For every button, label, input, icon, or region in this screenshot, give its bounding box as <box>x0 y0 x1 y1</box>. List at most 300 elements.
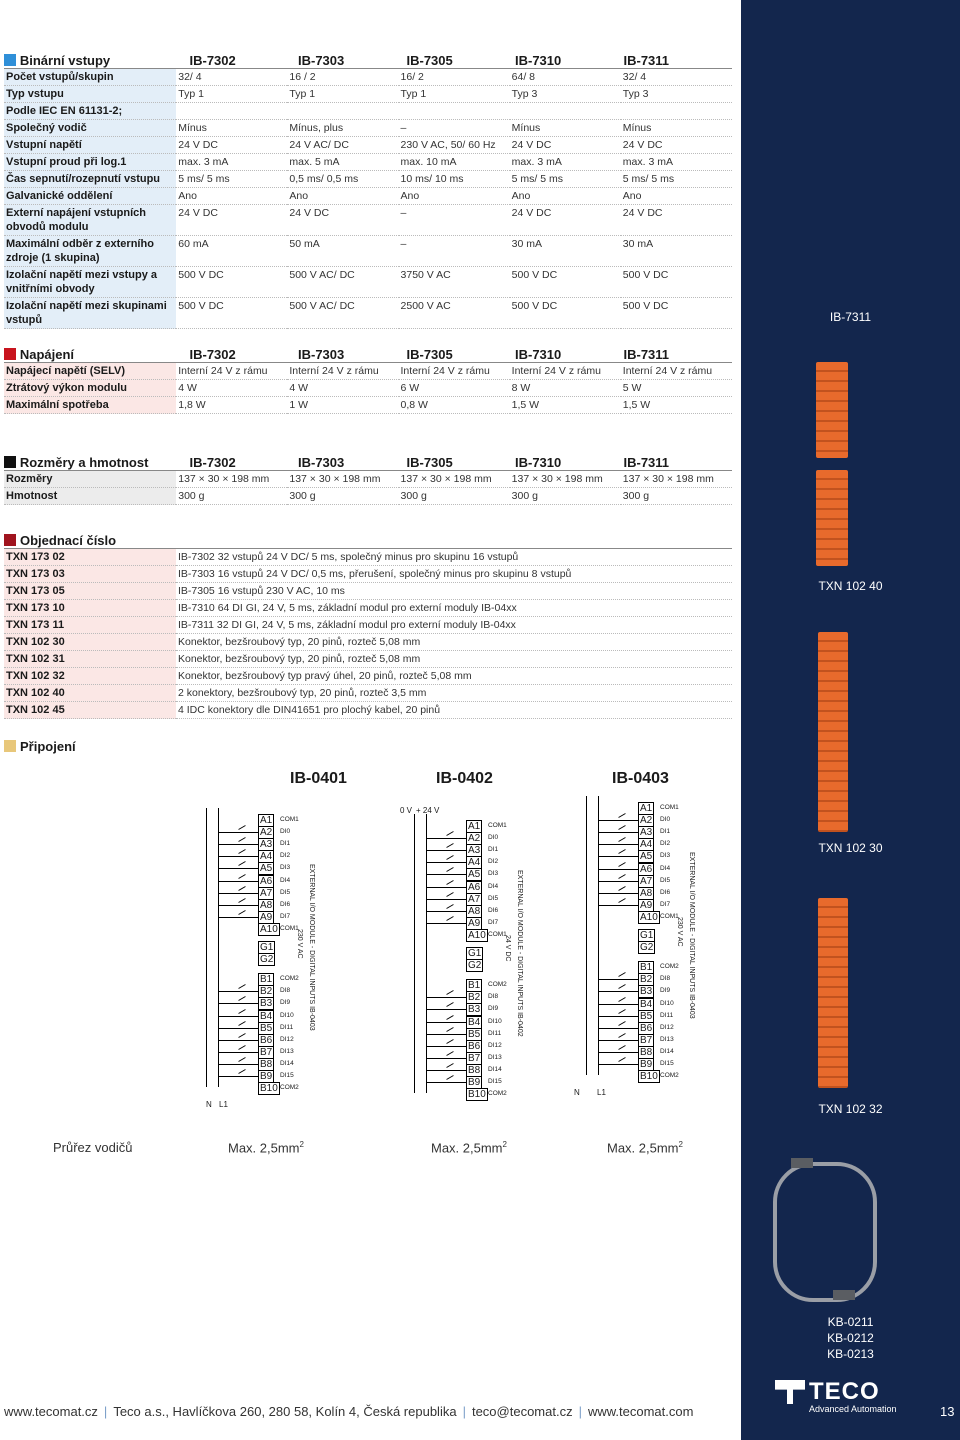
spec-value: 6 W <box>399 380 510 397</box>
spec-value: 5 W <box>621 380 732 397</box>
terminal-label: B7 <box>260 1046 273 1058</box>
switch-icon <box>618 813 625 818</box>
neutral-label: N <box>574 1088 580 1097</box>
wire-line <box>426 1022 466 1023</box>
terminal-label: A5 <box>260 863 273 875</box>
spec-value: 24 V DC <box>176 137 287 154</box>
order-table <box>4 549 732 719</box>
spec-value: 500 V DC <box>510 267 621 298</box>
dims-table <box>4 471 732 505</box>
spec-value: Mínus <box>621 120 732 137</box>
spec-value: max. 10 mA <box>399 154 510 171</box>
switch-icon <box>238 984 245 989</box>
switch-icon <box>618 1033 625 1038</box>
signal-label: DI9 <box>660 987 671 995</box>
ground-label: G2 <box>640 942 654 954</box>
ground-label: G1 <box>260 942 274 953</box>
spec-value: 500 V DC <box>621 267 732 298</box>
terminal-label: B3 <box>640 986 653 998</box>
spec-value: Interní 24 V z rámu <box>287 363 398 380</box>
signal-label: DI2 <box>280 852 291 860</box>
signal-label: COM2 <box>488 981 507 989</box>
spec-value: 5 ms/ 5 ms <box>621 171 732 188</box>
model-heading: IB-7310 <box>515 52 562 68</box>
wire-line <box>218 1052 258 1053</box>
terminal-label: A5 <box>468 869 481 881</box>
section-title: Rozměry a hmotnost <box>19 454 149 470</box>
terminal-label: B5 <box>260 1022 273 1034</box>
order-description: Konektor, bezšroubový typ, 20 pinů, rozteč 5,08 mm <box>176 634 732 651</box>
terminal-label: A2 <box>468 833 481 845</box>
terminal-label: B8 <box>640 1046 653 1058</box>
terminal-label: A7 <box>468 893 481 905</box>
terminal-label: B3 <box>468 1004 481 1016</box>
switch-icon <box>446 1027 453 1032</box>
signal-label: COM1 <box>488 930 507 938</box>
spec-label: Napájecí napětí (SELV) <box>4 363 176 380</box>
terminal-label: B6 <box>260 1034 273 1046</box>
diagram-title-2: IB-0402 <box>436 770 493 787</box>
signal-label: DI9 <box>280 999 291 1007</box>
terminal-label: A7 <box>640 875 653 887</box>
order-code: TXN 102 30 <box>4 634 176 651</box>
spec-label: Vstupní napětí <box>4 137 176 154</box>
wire-line <box>598 1064 638 1065</box>
spec-value: 1,5 W <box>510 397 621 414</box>
wire-line <box>598 905 638 906</box>
voltage-label: 0 V <box>400 806 413 815</box>
signal-label: DI10 <box>660 999 674 1007</box>
terminal-label: A7 <box>260 887 273 899</box>
footer-link[interactable]: www.tecomat.com <box>587 1404 694 1419</box>
footer-link[interactable]: www.tecomat.cz <box>4 1404 98 1419</box>
wire-line <box>598 893 638 894</box>
kb-caption-3: KB-0213 <box>827 1347 874 1361</box>
footer: www.tecomat.cz | Teco a.s., Havlíčkova 260, 280 58, Kolín 4, Česká republika | teco@tecomat.cz | www.tecomat.com <box>4 1404 694 1419</box>
signal-label: DI2 <box>488 858 499 866</box>
signal-label: DI2 <box>660 840 671 848</box>
signal-label: DI9 <box>488 1005 499 1013</box>
switch-icon <box>238 1057 245 1062</box>
terminal-label: B10 <box>640 1071 658 1083</box>
phase-label: L1 <box>597 1088 606 1097</box>
model-heading: IB-7303 <box>298 346 345 362</box>
order-description: IB-7310 64 DI GI, 24 V, 5 ms, základní modul pro externí moduly IB-04xx <box>176 600 732 617</box>
wire-line <box>218 893 258 894</box>
kb-caption-2: KB-0212 <box>827 1331 874 1345</box>
switch-icon <box>238 910 245 915</box>
spec-label: Ztrátový výkon modulu <box>4 380 176 397</box>
module-vertical-label: EXTERNAL I/O MODULE - DIGITAL INPUTS IB-0403 <box>688 852 695 1019</box>
wire-line <box>218 1003 258 1004</box>
model-heading: IB-7305 <box>406 346 453 362</box>
terminal-label: B9 <box>260 1071 273 1082</box>
cable-image <box>773 1162 877 1302</box>
switch-icon <box>618 862 625 867</box>
switch-icon <box>618 849 625 854</box>
voltage-vertical-label: 230 V AC <box>676 917 683 947</box>
terminal-label: A6 <box>260 875 273 887</box>
section-marker-icon <box>4 348 16 360</box>
switch-icon <box>446 916 453 921</box>
spec-row <box>4 298 732 329</box>
spec-row <box>4 363 732 380</box>
signal-label: DI8 <box>488 993 499 1001</box>
signal-label: DI12 <box>660 1023 674 1031</box>
switch-icon <box>618 1057 625 1062</box>
wire-line <box>598 844 638 845</box>
switch-icon <box>238 1009 245 1014</box>
wire-line <box>218 905 258 906</box>
signal-label: DI0 <box>488 834 499 842</box>
switch-icon <box>446 892 453 897</box>
inputs-header <box>4 52 732 69</box>
signal-label: DI4 <box>488 882 499 890</box>
footer-email[interactable]: teco@tecomat.cz <box>471 1404 573 1419</box>
spec-value: – <box>399 205 510 236</box>
wire-line <box>598 869 638 870</box>
signal-label: DI13 <box>488 1053 502 1061</box>
wire-line <box>426 1058 466 1059</box>
wire-line <box>426 838 466 839</box>
switch-icon <box>238 1033 245 1038</box>
spec-value: 500 V DC <box>510 298 621 329</box>
wire-line <box>218 844 258 845</box>
spec-row <box>4 205 732 236</box>
switch-icon <box>446 904 453 909</box>
model-heading: IB-7302 <box>189 454 236 470</box>
terminal-label: A8 <box>640 887 653 899</box>
spec-value: 500 V DC <box>176 267 287 298</box>
signal-label: DI8 <box>280 987 291 995</box>
wire-line <box>426 1034 466 1035</box>
signal-label: COM1 <box>488 822 507 829</box>
signal-label: COM2 <box>488 1090 507 1098</box>
spec-value: 5 ms/ 5 ms <box>510 171 621 188</box>
signal-label: DI11 <box>488 1029 502 1037</box>
spec-value: 32/ 4 <box>621 69 732 86</box>
connection-section <box>4 738 732 754</box>
spec-value: Ano <box>287 188 398 205</box>
order-code: TXN 173 02 <box>4 549 176 566</box>
wire-line <box>218 1040 258 1041</box>
spec-value: 137 × 30 × 198 mm <box>287 471 398 488</box>
wire-line <box>598 820 638 821</box>
switch-icon <box>446 990 453 995</box>
section-title: Připojení <box>20 738 76 754</box>
order-header <box>4 532 732 549</box>
bus-line <box>206 808 207 1087</box>
model-heading: IB-7302 <box>189 346 236 362</box>
module-vertical-label: EXTERNAL I/O MODULE - DIGITAL INPUTS IB-0402 <box>516 870 523 1037</box>
signal-label: COM2 <box>280 975 299 983</box>
signal-label: DI14 <box>488 1065 502 1073</box>
spec-value: 32/ 4 <box>176 69 287 86</box>
ground-label: G1 <box>468 948 482 959</box>
spec-label: Typ vstupu <box>4 86 176 103</box>
order-section <box>4 532 732 719</box>
signal-label: COM1 <box>280 816 299 823</box>
terminal-label: A9 <box>468 917 481 929</box>
bus-line <box>218 808 219 1087</box>
txn10240-caption: TXN 102 40 <box>818 579 883 593</box>
switch-icon <box>618 972 625 977</box>
power-table <box>4 363 732 414</box>
wire-line <box>218 1064 258 1065</box>
spec-value: 300 g <box>510 488 621 505</box>
order-row <box>4 702 732 719</box>
spec-value: Ano <box>399 188 510 205</box>
spec-value: 30 mA <box>510 236 621 267</box>
terminal-label: A6 <box>468 881 481 893</box>
wire-line <box>218 1076 258 1077</box>
teco-logo-icon <box>775 1380 805 1404</box>
switch-icon <box>238 886 245 891</box>
spec-value: 300 g <box>621 488 732 505</box>
spec-value: 24 V DC <box>287 205 398 236</box>
order-code: TXN 102 45 <box>4 702 176 719</box>
switch-icon <box>618 1045 625 1050</box>
spec-value: 0,8 W <box>399 397 510 414</box>
terminal-label: B3 <box>260 998 273 1010</box>
switch-icon <box>618 837 625 842</box>
switch-icon <box>446 1063 453 1068</box>
signal-label: DI0 <box>280 828 291 836</box>
spec-value: Mínus, plus <box>287 120 398 137</box>
terminal-label: A5 <box>640 851 653 863</box>
signal-label: DI1 <box>488 846 499 854</box>
signal-label: COM2 <box>660 1072 679 1080</box>
switch-icon <box>446 880 453 885</box>
txn10230-caption: TXN 102 30 <box>818 841 883 855</box>
order-code: TXN 102 31 <box>4 651 176 668</box>
order-row <box>4 634 732 651</box>
wire-line <box>426 1009 466 1010</box>
spec-value: 0,5 ms/ 0,5 ms <box>287 171 398 188</box>
spec-value: Ano <box>510 188 621 205</box>
spec-row <box>4 120 732 137</box>
spec-row <box>4 471 732 488</box>
spec-value: Mínus <box>510 120 621 137</box>
spec-value: 137 × 30 × 198 mm <box>621 471 732 488</box>
spec-value: 3750 V AC <box>399 267 510 298</box>
spec-value: – <box>399 120 510 137</box>
terminal-label: B9 <box>640 1059 653 1070</box>
terminal-label: A10 <box>468 929 486 941</box>
spec-value: 500 V AC/ DC <box>287 298 398 329</box>
model-heading: IB-7303 <box>298 52 345 68</box>
signal-label: DI13 <box>280 1047 294 1055</box>
wire-line <box>598 1028 638 1029</box>
wire-line <box>598 881 638 882</box>
model-heading: IB-7310 <box>515 454 562 470</box>
spec-value: 1 W <box>287 397 398 414</box>
signal-label: DI11 <box>660 1011 674 1019</box>
neutral-label: N <box>206 1100 212 1109</box>
spec-value: Typ 1 <box>287 86 398 103</box>
spec-value: 500 V AC/ DC <box>287 267 398 298</box>
spec-row <box>4 137 732 154</box>
spec-label: Počet vstupů/skupin <box>4 69 176 86</box>
spec-label: Podle IEC EN 61131-2; <box>4 103 176 120</box>
switch-icon <box>446 843 453 848</box>
spec-row <box>4 488 732 505</box>
spec-value: – <box>399 236 510 267</box>
terminal-label: B1 <box>640 962 653 974</box>
terminal-label: B5 <box>640 1010 653 1022</box>
signal-label: DI12 <box>488 1041 502 1049</box>
signal-label: DI6 <box>660 888 671 896</box>
spec-value: 137 × 30 × 198 mm <box>510 471 621 488</box>
terminal-label: A1 <box>640 803 653 814</box>
signal-label: COM2 <box>660 963 679 971</box>
terminal-block-image <box>816 470 848 566</box>
terminal-label: A3 <box>260 839 273 851</box>
bus-line <box>598 796 599 1075</box>
terminal-label: A9 <box>640 899 653 911</box>
terminal-label: A4 <box>640 839 653 851</box>
wire-line <box>598 832 638 833</box>
switch-icon <box>238 898 245 903</box>
order-row <box>4 600 732 617</box>
spec-value: 1,8 W <box>176 397 287 414</box>
ground-label: G2 <box>260 954 274 966</box>
spec-value <box>510 103 621 120</box>
wire-line <box>218 881 258 882</box>
switch-icon <box>446 1015 453 1020</box>
ib7311-caption: IB-7311 <box>829 310 872 324</box>
power-header <box>4 346 732 363</box>
switch-icon <box>618 886 625 891</box>
connection-header <box>4 738 732 754</box>
model-heading: IB-7310 <box>515 346 562 362</box>
inputs-table <box>4 69 732 329</box>
spec-value: 8 W <box>510 380 621 397</box>
spec-value: 137 × 30 × 198 mm <box>399 471 510 488</box>
wire-line <box>598 1016 638 1017</box>
signal-label: DI6 <box>280 900 291 908</box>
diagram-title-3: IB-0403 <box>612 770 669 787</box>
spec-value: Ano <box>176 188 287 205</box>
switch-icon <box>238 1021 245 1026</box>
section-marker-icon <box>4 54 16 66</box>
signal-label: DI15 <box>280 1072 294 1079</box>
spec-label: Společný vodič <box>4 120 176 137</box>
order-description: IB-7311 32 DI GI, 24 V, 5 ms, základní modul pro externí moduly IB-04xx <box>176 617 732 634</box>
signal-label: COM1 <box>280 924 299 932</box>
terminal-label: A2 <box>260 827 273 839</box>
switch-icon <box>446 867 453 872</box>
switch-icon <box>238 874 245 879</box>
spec-label: Maximální spotřeba <box>4 397 176 414</box>
spec-value: 60 mA <box>176 236 287 267</box>
cross-section-value: Max. $2,5mm^2$ <box>228 1140 304 1156</box>
spec-value: 50 mA <box>287 236 398 267</box>
terminal-label: A3 <box>468 845 481 857</box>
signal-label: DI5 <box>660 876 671 884</box>
section-title: Binární vstupy <box>19 52 111 68</box>
spec-value <box>621 103 732 120</box>
signal-label: COM2 <box>280 1084 299 1092</box>
spec-row <box>4 188 732 205</box>
spec-value: 24 V DC <box>621 137 732 154</box>
signal-label: DI3 <box>488 870 499 878</box>
switch-icon <box>618 1021 625 1026</box>
section-marker-icon <box>4 534 16 546</box>
model-heading: IB-7305 <box>406 52 453 68</box>
wire-line <box>426 874 466 875</box>
order-row <box>4 566 732 583</box>
spec-value: 16 / 2 <box>287 69 398 86</box>
dims-header <box>4 454 732 471</box>
terminal-label: B2 <box>468 992 481 1004</box>
signal-label: COM1 <box>660 912 679 920</box>
ground-label: G2 <box>468 960 482 972</box>
signal-label: DI15 <box>488 1078 502 1085</box>
terminal-label: B10 <box>260 1083 278 1095</box>
spec-value: 24 V DC <box>621 205 732 236</box>
spec-value: 300 g <box>287 488 398 505</box>
wire-line <box>426 862 466 863</box>
spec-value: Typ 1 <box>176 86 287 103</box>
order-description: IB-7302 32 vstupů 24 V DC/ 5 ms, společný minus pro skupinu 16 vstupů <box>176 549 732 566</box>
module-vertical-label: EXTERNAL I/O MODULE - DIGITAL INPUTS IB-0403 <box>308 864 315 1031</box>
order-code: TXN 102 32 <box>4 668 176 685</box>
brand-name: TECO <box>809 1378 880 1405</box>
page-number: 13 <box>940 1404 955 1419</box>
switch-icon <box>446 831 453 836</box>
spec-value: max. 3 mA <box>176 154 287 171</box>
switch-icon <box>446 1075 453 1080</box>
spec-value: 500 V DC <box>176 298 287 329</box>
spec-value: Interní 24 V z rámu <box>176 363 287 380</box>
wire-line <box>426 887 466 888</box>
order-description: IB-7303 16 vstupů 24 V DC/ 0,5 ms, přerušení, společný minus pro skupinu 8 vstupů <box>176 566 732 583</box>
signal-label: DI3 <box>660 852 671 860</box>
cross-section-label: Průřez vodičů <box>53 1140 133 1155</box>
order-code: TXN 173 03 <box>4 566 176 583</box>
cross-section-value: Max. $2,5mm^2$ <box>607 1140 683 1156</box>
terminal-label: A8 <box>468 905 481 917</box>
spec-value: Interní 24 V z rámu <box>621 363 732 380</box>
terminal-label: B6 <box>640 1022 653 1034</box>
wire-line <box>218 868 258 869</box>
model-heading: IB-7305 <box>406 454 453 470</box>
spec-value: 24 V AC/ DC <box>287 137 398 154</box>
terminal-label: B8 <box>468 1064 481 1076</box>
signal-label: DI14 <box>660 1047 674 1055</box>
signal-label: DI3 <box>280 864 291 872</box>
spec-value: 300 g <box>176 488 287 505</box>
order-row <box>4 617 732 634</box>
spec-value: Mínus <box>176 120 287 137</box>
spec-row <box>4 267 732 298</box>
voltage-vertical-label: 24 V DC <box>504 935 511 962</box>
spec-label: Rozměry <box>4 471 176 488</box>
wire-line <box>218 991 258 992</box>
switch-icon <box>238 837 245 842</box>
signal-label: DI1 <box>660 828 671 836</box>
diagram-title-1: IB-0401 <box>290 770 347 787</box>
terminal-label: B8 <box>260 1058 273 1070</box>
order-row <box>4 668 732 685</box>
switch-icon <box>618 898 625 903</box>
terminal-label: B9 <box>468 1077 481 1088</box>
terminal-block-image <box>816 362 848 458</box>
spec-value: 4 W <box>287 380 398 397</box>
spec-value: 24 V DC <box>510 205 621 236</box>
terminal-label: B1 <box>468 980 481 992</box>
